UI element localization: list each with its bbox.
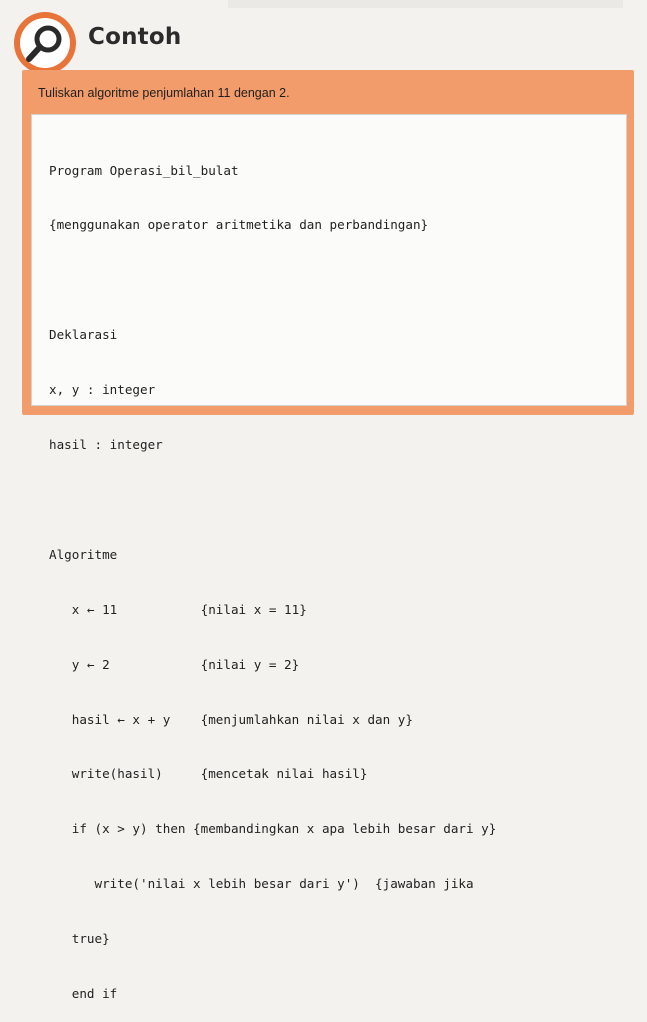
code-line: Algoritme xyxy=(49,546,118,562)
code-line: Program Operasi_bil_bulat xyxy=(49,162,239,178)
code-line: x ← 11 {nilai x = 11} xyxy=(49,601,307,617)
code-line: y ← 2 {nilai y = 2} xyxy=(49,656,300,672)
code-block xyxy=(49,125,496,1022)
code-line: write(hasil) {mencetak nilai hasil} xyxy=(49,766,368,782)
code-line: write('nilai x lebih besar dari y') {jawaban jika xyxy=(49,876,474,892)
code-line: end if xyxy=(49,985,118,1001)
code-line: true} xyxy=(49,931,110,947)
code-line: {menggunakan operator aritmetika dan perbandingan} xyxy=(49,217,429,233)
code-line xyxy=(49,491,496,509)
code-line: hasil : integer xyxy=(49,437,163,453)
instruction-text: Tuliskan algoritme penjumlahan 11 dengan 2. xyxy=(38,86,290,100)
code-line: Deklarasi xyxy=(49,327,118,343)
code-line: x, y : integer xyxy=(49,382,156,398)
code-line xyxy=(49,271,496,289)
code-line: if (x > y) then {membandingkan x apa lebih besar dari y} xyxy=(49,821,497,837)
section-title: Contoh xyxy=(88,24,182,50)
magnifier-icon xyxy=(12,10,78,76)
code-line: hasil ← x + y {menjumlahkan nilai x dan y} xyxy=(49,711,413,727)
page-edge-strip xyxy=(228,0,623,8)
